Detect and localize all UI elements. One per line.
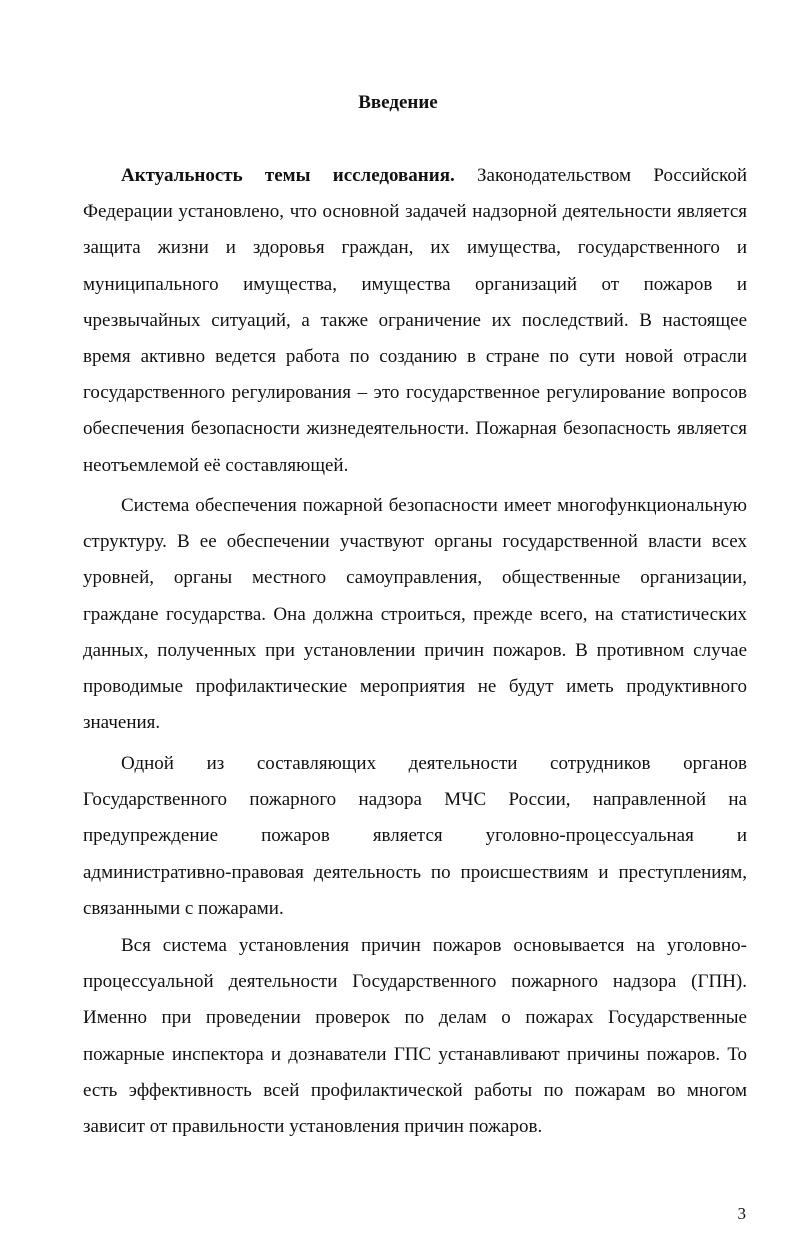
section-title: Введение — [358, 92, 438, 113]
paragraph-text: Законодательством Российской Федерации установлено, что основной задачей надзорной деятельности является защита жизни и здоровья граждан, их имущества, государственного и муниципального имущества, имущества организаций от пожаров и чрезвычайных ситуаций, а также ограничение их последствий. В настоящее время активно ведется работа по созданию в стране по сути новой отрасли государственного регулирования – это государственное регулирование вопросов обеспечения безопасности жизнедеятельности. Пожарная безопасность является неотъемлемой её составляющей. — [83, 165, 747, 476]
paragraph-fire-safety-system: Система обеспечения пожарной безопасности имеет многофункциональную структуру. В ее обеспечении участвуют органы государственной власти всех уровней, органы местного самоуправления, общественные организации, граждане государства. Она должна строиться, прежде всего, на статистических данных, полученных при установлении причин пожаров. В противном случае проводимые профилактические мероприятия не будут иметь продуктивного значения. — [83, 495, 747, 734]
page-number: 3 — [737, 1204, 746, 1223]
paragraph-lead: Актуальность темы исследования. — [121, 165, 455, 186]
paragraph-fire-supervision-activity: Одной из составляющих деятельности сотрудников органов Государственного пожарного надзора МЧС России, направленной на предупреждение пожаров является уголовно-процессуальная и административно-правовая деятельность по происшествиям и преступлениям, связанными с пожарами. — [83, 753, 747, 919]
paragraph-relevance — [83, 158, 747, 484]
paragraph-fire-causes: Вся система установления причин пожаров основывается на уголовно-процессуальной деятельности Государственного пожарного надзора (ГПН). Именно при проведении проверок по делам о пожарах Государственные пожарные инспектора и дознаватели ГПС устанавливают причины пожаров. То есть эффективность всей профилактической работы по пожарам во многом зависит от правильности установления причин пожаров. — [83, 935, 747, 1138]
